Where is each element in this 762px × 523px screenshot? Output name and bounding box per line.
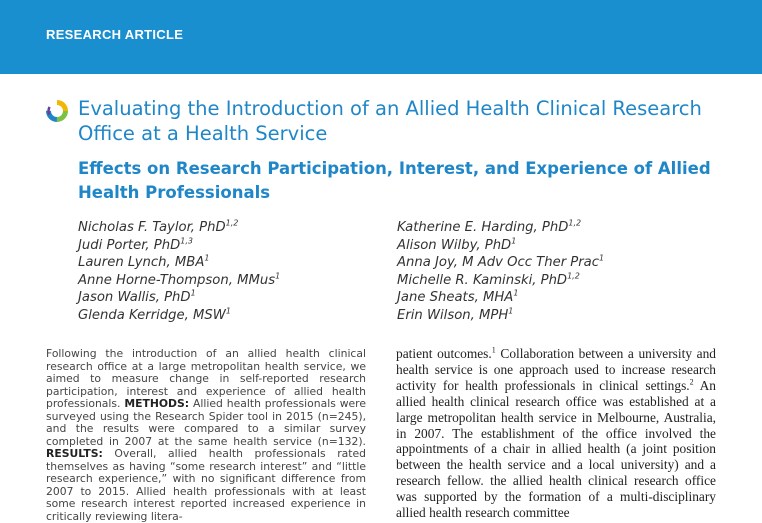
author-affiliation: 1 — [599, 253, 605, 263]
author-entry — [397, 237, 604, 255]
author-name: Katherine E. Harding, PhD — [397, 220, 569, 235]
article-subtitle: Effects on Research Participation, Interest, and Experience of Allied Health Professionals — [78, 159, 711, 202]
article-type-label: RESEARCH ARTICLE — [46, 27, 184, 42]
author-affiliation: 1 — [513, 288, 519, 298]
journal-ring-logo-icon — [45, 99, 69, 123]
author-name: Erin Wilson, MPH — [397, 307, 509, 323]
author-name: Anne Horne-Thompson, MMus — [78, 272, 276, 288]
author-entry — [78, 254, 280, 272]
author-name: Nicholas F. Taylor, PhD — [78, 220, 226, 235]
author-name: Michelle R. Kaminski, PhD — [397, 272, 568, 288]
header-banner — [0, 0, 762, 74]
author-affiliation: 1 — [275, 271, 281, 281]
abstract-methods: Allied health professionals were surveyed using the Research Spider tool in 2015 (n=245), and the results were compared to a similar survey completed in 2007 at the same health service (n=132). — [46, 397, 367, 448]
abstract-intro: Following the introduction of an allied health clinical research office at a large metropolitan health service, we aimed to measure change in self-reported research participation, interest and experience of allied health professionals. — [46, 347, 366, 410]
author-affiliation: 1,3 — [180, 236, 193, 246]
author-list-right — [397, 219, 604, 325]
body-text-segment: An allied health clinical research office was established at a large metropolitan health service in Melbourne, Australia, in 2007. The establishment of the office involved the appointments of a chair in allied health (a joint position between the health service and a local university) and a research fellow. the allied health clinical research office was supported by the formation of a multi-disciplinary allied health research committee — [396, 377, 716, 521]
body-text-segment: patient outcomes. — [396, 346, 492, 361]
article-title: Evaluating the Introduction of an Allied Health Clinical Research Office at a Health Service — [78, 97, 702, 145]
author-name: Jason Wallis, PhD — [78, 290, 191, 306]
author-entry — [397, 272, 604, 290]
author-affiliation: 1 — [225, 306, 231, 316]
author-name: Lauren Lynch, MBA — [78, 255, 205, 271]
author-entry — [78, 272, 280, 290]
body-paragraph — [396, 346, 716, 521]
abstract-text — [46, 348, 366, 523]
author-name: Judi Porter, PhD — [78, 237, 181, 253]
citation-ref: 2 — [689, 377, 694, 387]
author-list-left — [78, 219, 280, 325]
author-entry — [397, 307, 604, 325]
author-affiliation: 1 — [190, 288, 196, 298]
author-affiliation: 1 — [204, 253, 210, 263]
author-affiliation: 1,2 — [567, 271, 580, 281]
author-entry — [397, 219, 604, 237]
author-entry — [78, 237, 280, 255]
citation-ref: 1 — [491, 345, 496, 355]
author-entry — [78, 289, 280, 307]
author-affiliation: 1,2 — [568, 218, 582, 228]
author-name: Jane Sheats, MHA — [397, 290, 514, 306]
author-entry — [397, 289, 604, 307]
author-affiliation: 1,2 — [225, 218, 239, 228]
author-entry — [397, 254, 604, 272]
results-heading: RESULTS: — [46, 447, 103, 460]
author-entry — [78, 219, 280, 237]
methods-heading: METHODS: — [124, 397, 190, 410]
author-name: Glenda Kerridge, MSW — [78, 307, 226, 323]
author-affiliation: 1 — [511, 236, 517, 246]
author-name: Anna Joy, M Adv Occ Ther Prac — [397, 255, 600, 271]
abstract-results: Overall, allied health professionals rated themselves as having “some research interest” and “little research experience,” with no significant difference from 2007 to 2015. Allied health professionals with at least some research interest reported increased experience in critically reviewing litera- — [46, 447, 366, 523]
author-affiliation: 1 — [508, 306, 514, 316]
author-name: Alison Wilby, PhD — [397, 237, 512, 253]
body-text-segment: Collaboration between a university and health service is one approach used to increase research activity for health professionals in clinical settings. — [396, 346, 716, 393]
author-entry — [78, 307, 280, 325]
